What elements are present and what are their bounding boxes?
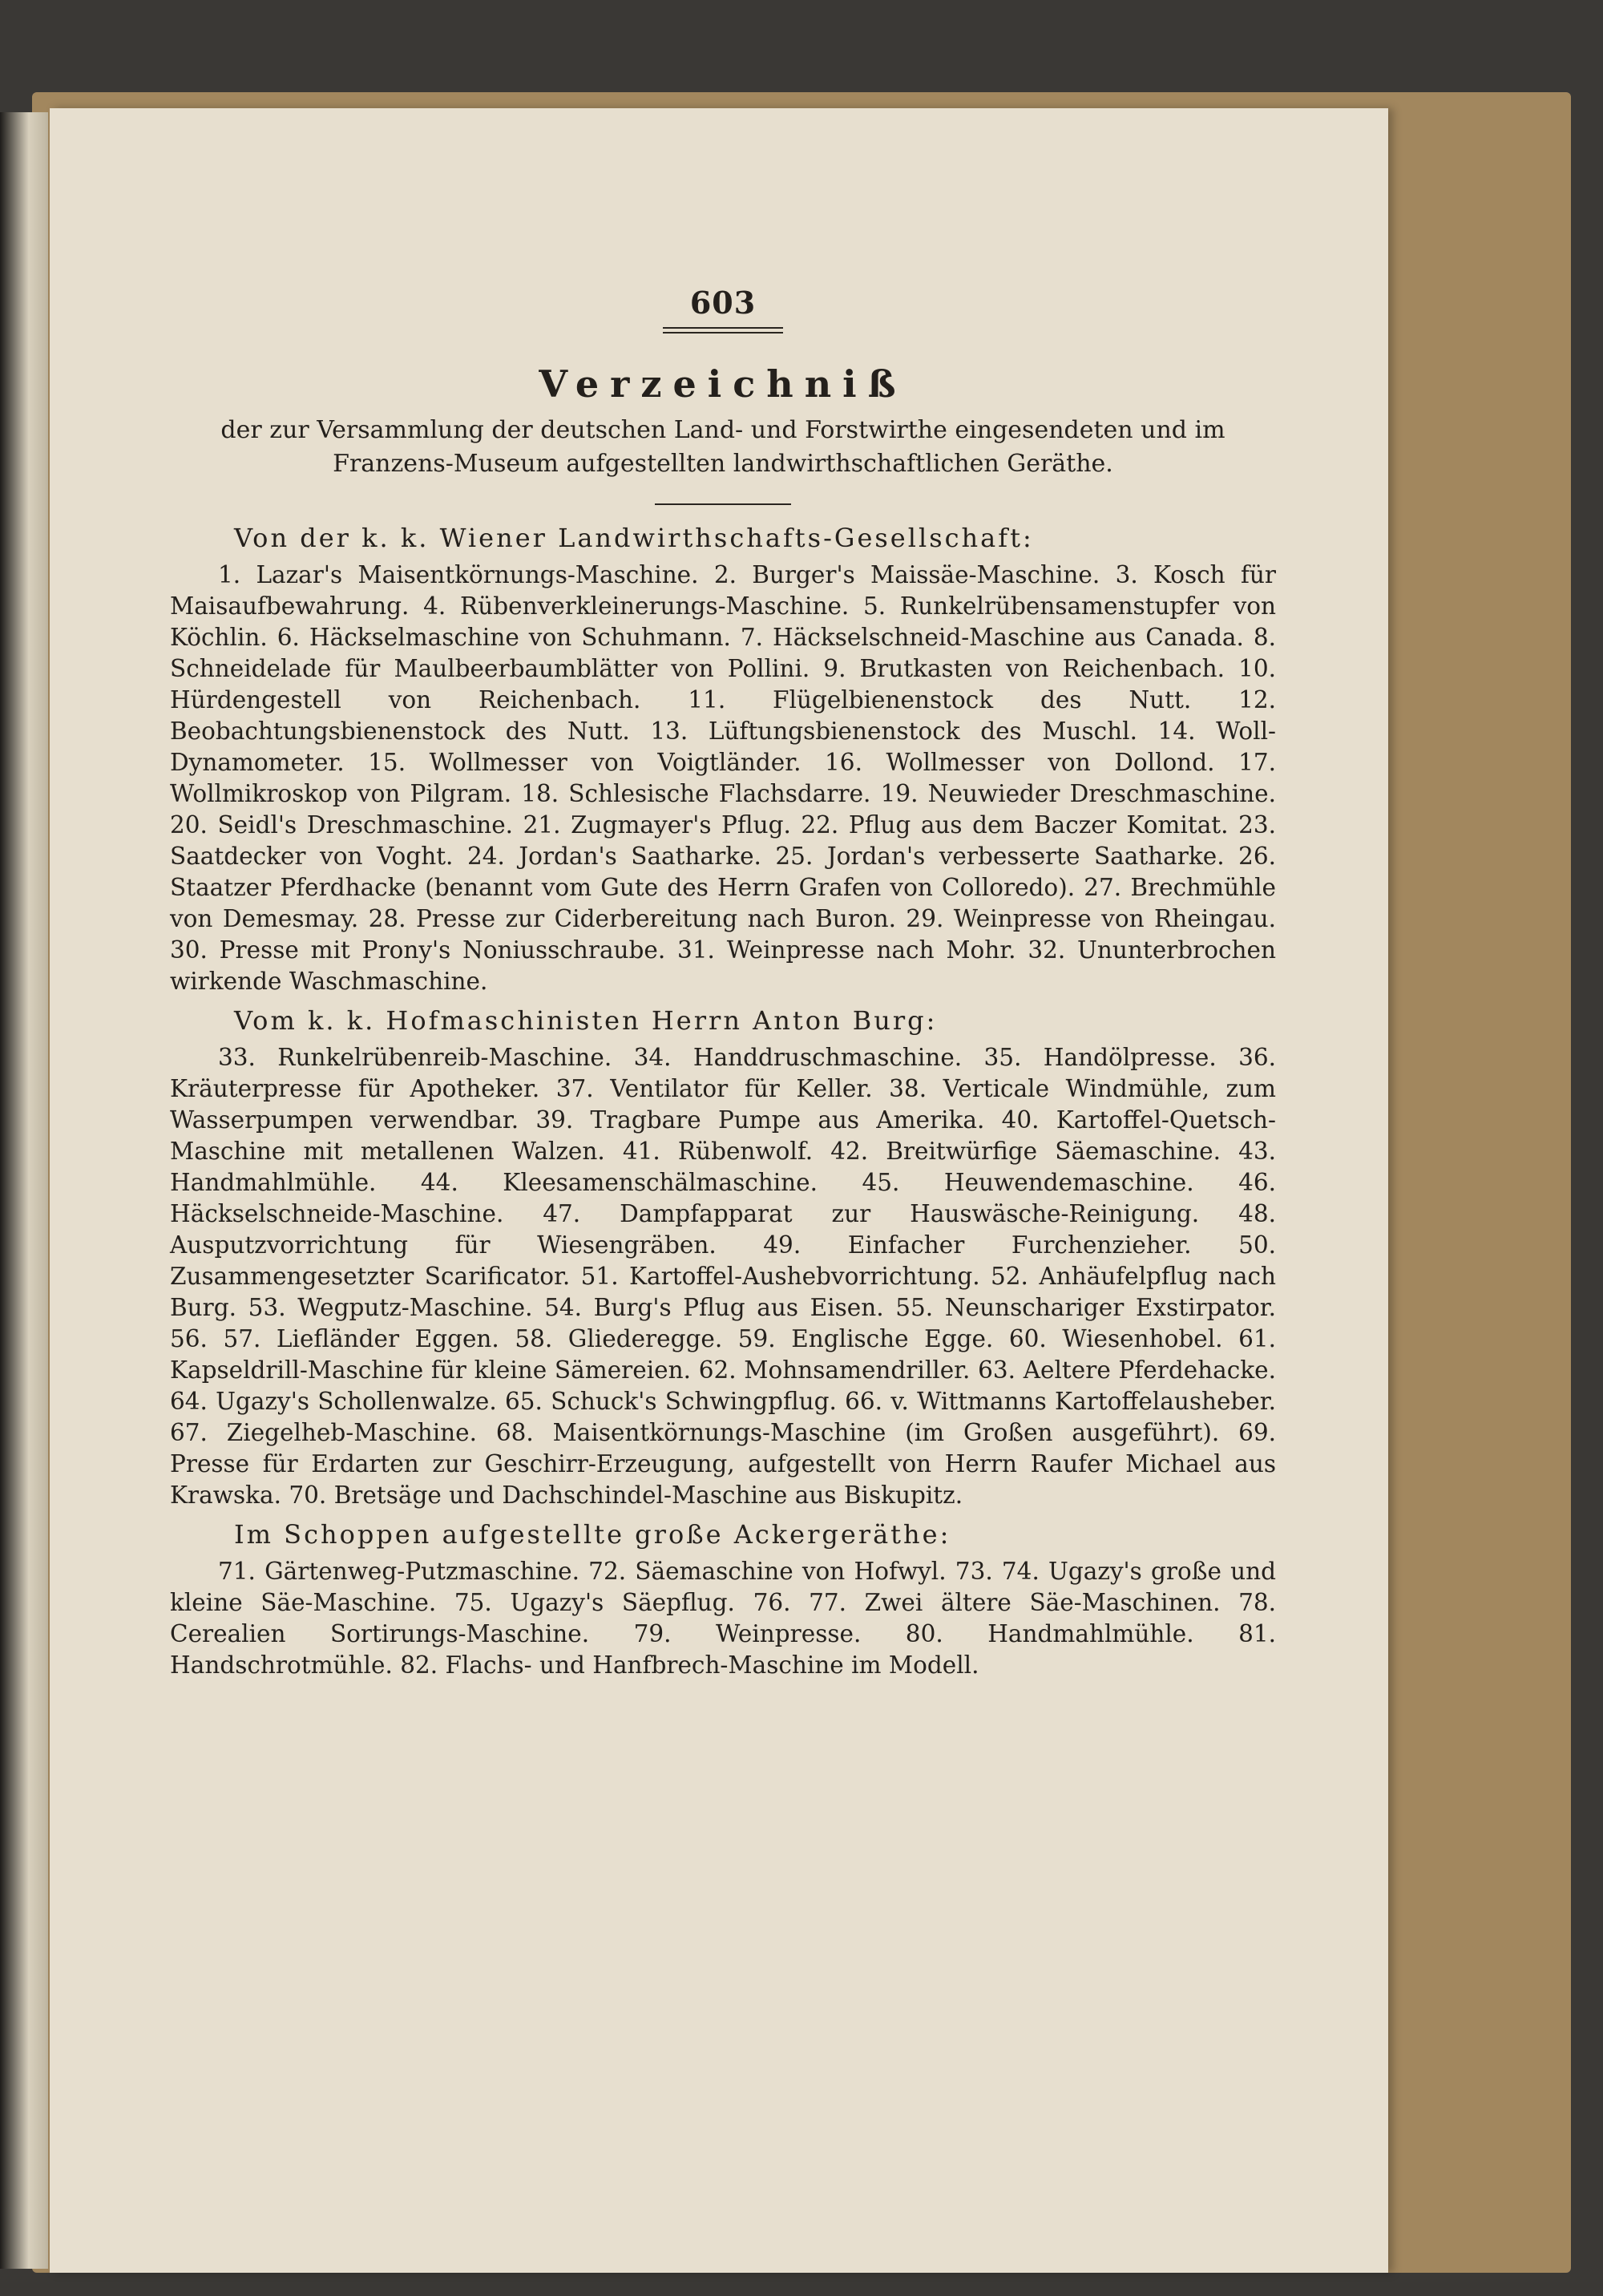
section-body: 1. Lazar's Maisentkörnungs-Maschine. 2. Burger's Maissäe-Maschine. 3. Kosch für Maisaufbewahrung. 4. Rübenverkleinerungs-Maschine. 5. Runkelrübensamenstupfer von Köchlin. 6. Häckselmaschine von Schuhmann. 7. Häckselschneid-Maschine aus Canada. 8. Schneidelade für Maulbeerbaumblätter von Pollini. 9. Brutkasten von Reichenbach. 10. Hürdengestell von Reichenbach. 11. Flügelbienenstock des Nutt. 12. Beobachtungsbienenstock des Nutt. 13. Lüftungsbienenstock des Muschl. 14. Woll-Dynamometer. 15. Wollmesser von Voigtländer. 16. Wollmesser von Dollond. 17. Wollmikroskop von Pilgram. 18. Schlesische Flachsdarre. 19. Neuwieder Dreschmaschine. 20. Seidl's Dreschmaschine. 21. Zugmayer's Pflug. 22. Pflug aus dem Baczer Komitat. 23. Saatdecker von Voght. 24. Jordan's Saatharke. 25. Jordan's verbesserte Saatharke. 26. Staatzer Pferdhacke (benannt vom Gute des Herrn Grafen von Colloredo). 27. Brechmühle von Demesmay. 28. Presse zur Ciderbereitung nach Buron. 29. Weinpresse von Rheingau. 30. Presse mit Prony's Noniusschraube. 31. Weinpresse nach Mohr. 32. Ununterbrochen wirkende Waschmaschine. (170, 561, 1276, 995)
section-anton-burg (170, 1005, 1276, 1511)
section-heading: Von der k. k. Wiener Landwirthschafts-Gesellschaft: (234, 523, 1034, 553)
document-subtitle: der zur Versammlung der deutschen Land- und Forstwirthe eingesendeten und im Franzens-Museum aufgestellten landwirthschaftlichen Geräthe. (220, 416, 1225, 478)
document-title: Verzeichniß (539, 362, 907, 406)
section-heading: Im Schoppen aufgestellte große Ackergeräthe: (234, 1519, 951, 1550)
section-body: 71. Gärtenweg-Putzmaschine. 72. Säemaschine von Hofwyl. 73. 74. Ugazy's große und kleine Säe-Maschine. 75. Ugazy's Säepflug. 76. 77. Zwei ältere Säe-Maschinen. 78. Cerealien Sortirungs-Maschine. 79. Weinpresse. 80. Handmahlmühle. 81. Handschrotmühle. 82. Flachs- und Hanfbrech-Maschine im Modell. (170, 1558, 1276, 1679)
page-number-rule (663, 327, 783, 333)
section-schoppen (170, 1519, 1276, 1681)
section-wiener-gesellschaft (170, 523, 1276, 997)
facing-page-edge (0, 112, 48, 2269)
book-page (50, 108, 1388, 2273)
section-heading: Vom k. k. Hofmaschinisten Herrn Anton Burg: (234, 1005, 938, 1036)
section-body: 33. Runkelrübenreib-Maschine. 34. Handdruschmaschine. 35. Handölpresse. 36. Kräuterpresse für Apotheker. 37. Ventilator für Keller. 38. Verticale Windmühle, zum Wasserpumpen verwendbar. 39. Tragbare Pumpe aus Amerika. 40. Kartoffel-Quetsch-Maschine mit metallenen Walzen. 41. Rübenwolf. 42. Breitwürfige Säemaschine. 43. Handmahlmühle. 44. Kleesamenschälmaschine. 45. Heuwendemaschine. 46. Häckselschneide-Maschine. 47. Dampfapparat zur Hauswäsche-Reinigung. 48. Ausputzvorrichtung für Wiesengräben. 49. Einfacher Furchenzieher. 50. Zusammengesetzter Scarificator. 51. Kartoffel-Aushebvorrichtung. 52. Anhäufelpflug nach Burg. 53. Wegputz-Maschine. 54. Burg's Pflug aus Eisen. 55. Neunschariger Exstirpator. 56. 57. Liefländer Eggen. 58. Gliederegge. 59. Englische Egge. 60. Wiesenhobel. 61. Kapseldrill-Maschine für kleine Sämereien. 62. Mohnsamendriller. 63. Aeltere Pferdehacke. 64. Ugazy's Schollenwalze. 65. Schuck's Schwingpflug. 66. v. Wittmanns Kartoffelausheber. 67. Ziegelheb-Maschine. 68. Maisentkörnungs-Maschine (im Großen ausgeführt). 69. Presse für Erdarten zur Geschirr-Erzeugung, aufgestellt von Herrn Raufer Michael aus Krawska. 70. Bretsäge und Dachschindel-Maschine aus Biskupitz. (170, 1044, 1276, 1509)
page-number: 603 (689, 285, 757, 321)
page-content (170, 285, 1276, 1689)
title-divider (655, 503, 791, 505)
